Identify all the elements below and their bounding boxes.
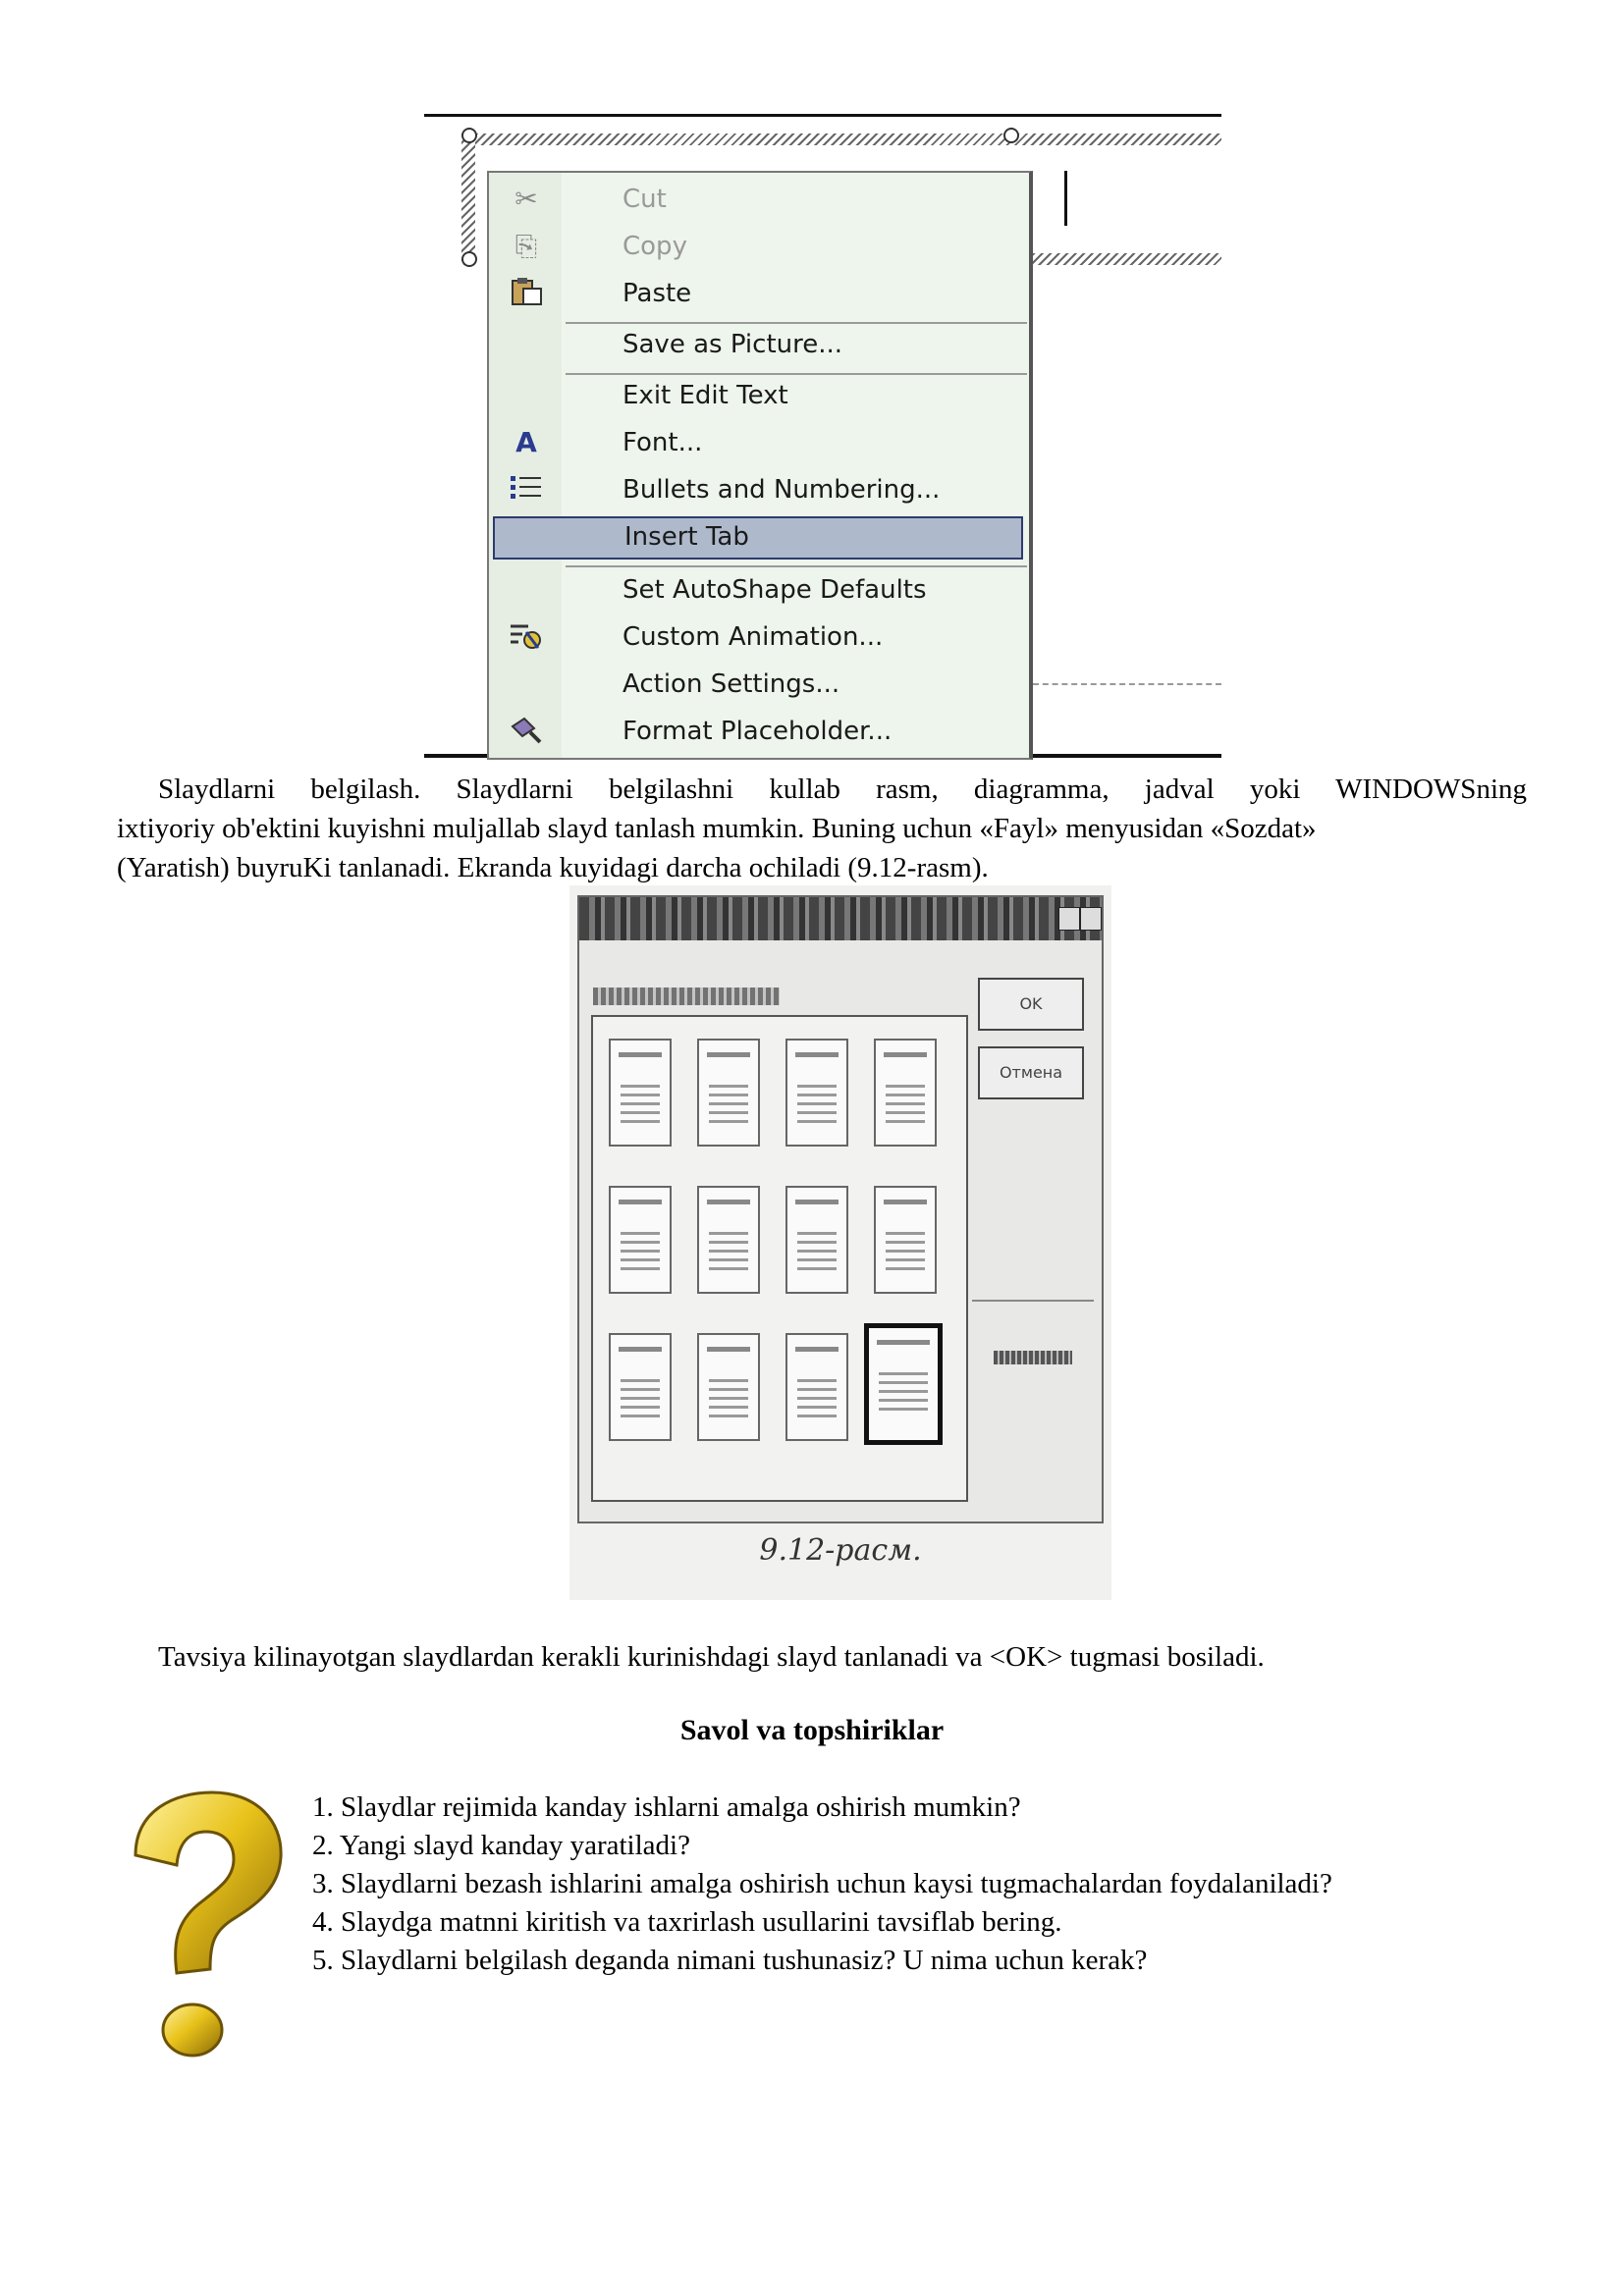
layout-thumbnail[interactable] xyxy=(697,1186,760,1294)
questions-list xyxy=(312,1789,1332,1980)
layout-thumbnail[interactable] xyxy=(874,1039,937,1147)
menu-item-label: Action Settings... xyxy=(623,669,840,699)
context-menu-figure xyxy=(424,110,1221,760)
menu-item-label: Bullets and Numbering... xyxy=(623,475,941,505)
copy-icon: ⎘ xyxy=(514,230,538,262)
menu-item-label: Insert Tab xyxy=(624,522,749,552)
layout-list[interactable] xyxy=(591,1015,968,1502)
new-slide-dialog-figure xyxy=(569,885,1111,1600)
menu-item-set-autoshape-defaults[interactable] xyxy=(489,569,1031,613)
dialog-title-bar xyxy=(579,897,1102,940)
placeholder-dashed-border xyxy=(1033,683,1221,685)
menu-item-paste[interactable] xyxy=(489,273,1031,316)
cancel-button[interactable]: Отмена xyxy=(978,1046,1084,1099)
menu-item-cut[interactable] xyxy=(489,179,1031,222)
menu-item-label: Cut xyxy=(623,185,667,214)
list-item: 2. Yangi slayd kanday yaratiladi? xyxy=(312,1830,690,1861)
list-item: 5. Slaydlarni belgilash deganda nimani tushunasiz? U nima uchun kerak? xyxy=(312,1945,1148,1976)
close-button[interactable] xyxy=(1080,907,1102,931)
menu-item-insert-tab[interactable] xyxy=(493,516,1023,560)
menu-item-action-settings[interactable] xyxy=(489,664,1031,707)
menu-item-exit-edit-text[interactable] xyxy=(489,375,1031,418)
bullets-icon xyxy=(509,473,544,507)
paste-icon xyxy=(509,277,544,310)
font-icon: A xyxy=(515,426,537,458)
scissors-icon: ✂ xyxy=(514,183,538,215)
layout-thumbnail[interactable] xyxy=(697,1039,760,1147)
format-icon xyxy=(509,715,544,748)
menu-item-label: Save as Picture... xyxy=(623,330,843,359)
menu-item-save-as-picture[interactable] xyxy=(489,324,1031,367)
body-paragraph xyxy=(117,770,1527,887)
resize-handle[interactable] xyxy=(461,251,477,267)
resize-handle[interactable] xyxy=(461,128,477,143)
resize-handle[interactable] xyxy=(1003,128,1019,143)
menu-separator xyxy=(566,565,1027,567)
help-button[interactable] xyxy=(1058,907,1080,931)
paragraph-line: Slaydlarni belgilash. Slaydlarni belgilashni kullab rasm, diagramma, jadval yoki WINDOWSning xyxy=(158,774,1527,805)
menu-item-label: Copy xyxy=(623,232,687,261)
figure-caption: 9.12-расм. xyxy=(759,1533,922,1568)
layout-thumbnail[interactable] xyxy=(785,1333,848,1441)
menu-item-label: Exit Edit Text xyxy=(623,381,788,410)
layout-thumbnail[interactable] xyxy=(609,1039,672,1147)
new-slide-dialog xyxy=(577,895,1104,1523)
menu-item-label: Custom Animation... xyxy=(623,622,884,652)
ok-button[interactable]: OK xyxy=(978,978,1084,1031)
section-heading: Savol va topshiriklar xyxy=(679,1714,945,1746)
menu-item-font[interactable] xyxy=(489,422,1031,465)
layout-thumbnail[interactable] xyxy=(874,1186,937,1294)
list-item: 3. Slaydlarni bezash ishlarini amalga oshirish uchun kaysi tugmachalardan foydalaniladi? xyxy=(312,1868,1332,1899)
layout-thumbnail[interactable] xyxy=(785,1186,848,1294)
layout-thumbnail-selected[interactable] xyxy=(864,1323,943,1445)
context-menu xyxy=(487,171,1033,760)
question-mark-icon xyxy=(116,1787,289,2069)
menu-item-label: Font... xyxy=(623,428,703,457)
menu-item-copy[interactable] xyxy=(489,226,1031,269)
animation-icon xyxy=(509,620,544,654)
menu-item-custom-animation[interactable] xyxy=(489,616,1031,660)
menu-item-format-placeholder[interactable] xyxy=(489,711,1031,754)
body-paragraph: Tavsiya kilinayotgan slaydlardan kerakli kurinishdagi slayd tanlanadi va <OK> tugmasi bosiladi. xyxy=(158,1641,1265,1673)
placeholder-frame-bottom xyxy=(1033,253,1221,265)
menu-item-label: Paste xyxy=(623,279,692,308)
slide-border-top xyxy=(424,114,1221,117)
placeholder-frame-left xyxy=(461,133,475,265)
layout-field-label xyxy=(593,988,780,1005)
menu-item-label: Format Placeholder... xyxy=(623,717,893,746)
layout-thumbnail[interactable] xyxy=(609,1186,672,1294)
paragraph-line: ixtiyoriy ob'ektini kuyishni muljallab slayd tanlash mumkin. Buning uchun «Fayl» menyusidan «Sozdat» xyxy=(117,813,1317,844)
list-item: 4. Slaydga matnni kiritish va taxrirlash usullarini tavsiflab bering. xyxy=(312,1906,1062,1938)
text-cursor xyxy=(1064,171,1067,226)
layout-thumbnail[interactable] xyxy=(785,1039,848,1147)
placeholder-frame-top xyxy=(467,133,1221,145)
layout-name-text xyxy=(994,1351,1072,1364)
layout-thumbnail[interactable] xyxy=(697,1333,760,1441)
menu-item-bullets-and-numbering[interactable] xyxy=(489,469,1031,512)
layout-thumbnail[interactable] xyxy=(609,1333,672,1441)
list-item: 1. Slaydlar rejimida kanday ishlarni amalga oshirish mumkin? xyxy=(312,1791,1021,1823)
menu-item-label: Set AutoShape Defaults xyxy=(623,575,927,605)
layout-preview xyxy=(972,1300,1094,1478)
paragraph-line: (Yaratish) buyruKi tanlanadi. Ekranda kuyidagi darcha ochiladi (9.12-rasm). xyxy=(117,852,989,883)
